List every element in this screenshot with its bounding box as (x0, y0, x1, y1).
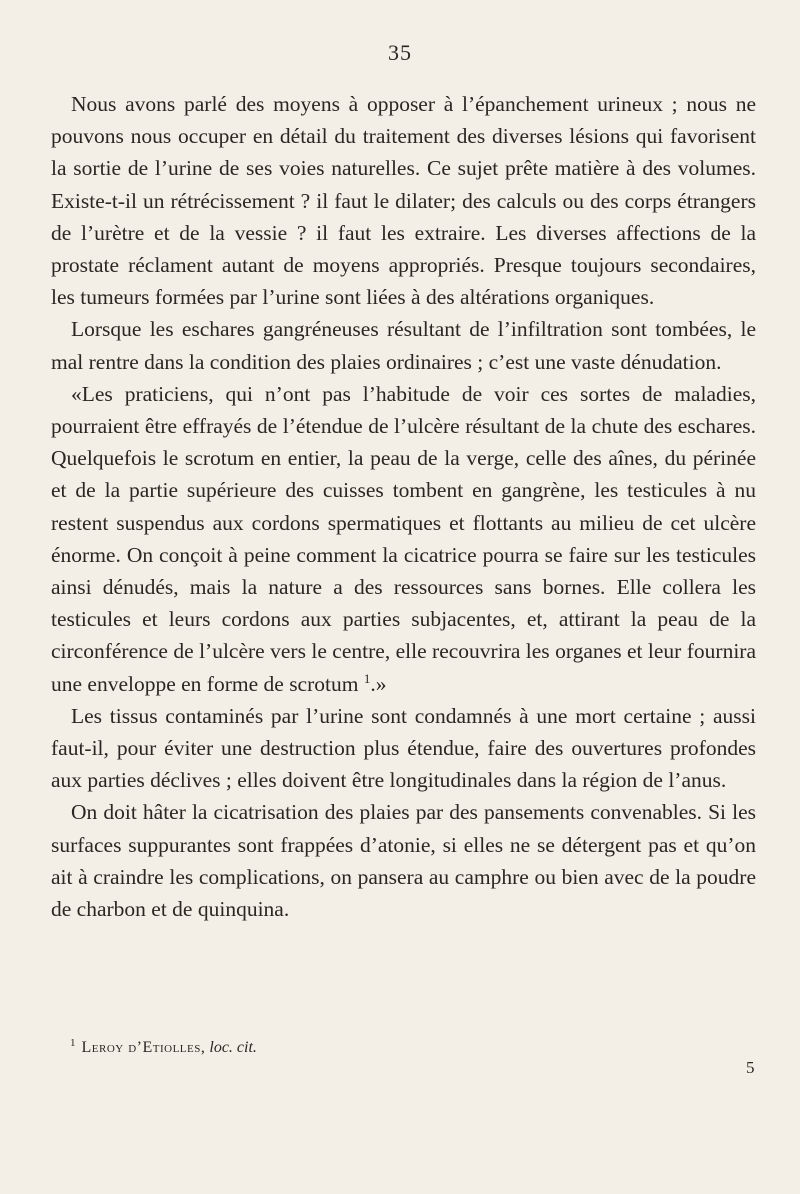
footnote-author: Leroy d’Etiolles, (81, 1039, 206, 1056)
page-number: 35 (388, 40, 412, 65)
signature-mark: 5 (746, 1058, 755, 1077)
footnote (70, 1038, 760, 1058)
paragraph: Lorsque les eschares gangréneuses résultant de l’infiltration sont tombées, le mal rentre dans la condition des plaies ordinaires ; c’est une vaste dénudation. (51, 317, 756, 374)
paragraph (51, 378, 756, 700)
footnote-number: 1 (70, 1036, 76, 1049)
paragraph: Nous avons parlé des moyens à opposer à l’épanchement urineux ; nous ne pouvons nous occuper en détail du traitement des diverses lésions qui favorisent la sortie de l’urine de ses voies naturelles. Ce sujet prête matière à des volumes. Existe-t-il un rétrécissement ? il faut le dilater; des calculs ou des corps étrangers de l’urètre et de la vessie ? il faut les extraire. Les diverses affections de la prostate réclament autant de moyens appropriés. Presque toujours secondaires, les tumeurs formées par l’urine sont liées à des altérations organiques. (51, 92, 756, 310)
paragraph: On doit hâter la cicatrisation des plaies par des pansements convenables. Si les surfaces suppurantes sont frappées d’atonie, si elles ne se détergent pas et qu’on ait à craindre les complications, on pansera au camphre ou bien avec de la poudre de charbon et de quinquina. (51, 800, 756, 922)
body-text (51, 88, 756, 925)
paragraph-tail: .» (370, 671, 387, 696)
paragraph-text: «Les praticiens, qui n’ont pas l’habitude de voir ces sortes de maladies, pourraient être effrayés de l’étendue de l’ulcère résultant de la chute des eschares. Quelquefois le scrotum en entier, la peau de la verge, celle des aînes, du périnée et de la partie supérieure des cuisses tombent en gangrène, les testicules à nu restent suspendus aux cordons spermatiques et flottants au milieu de cet ulcère énorme. On conçoit à peine comment la cicatrice pourra se faire sur les testicules ainsi dénudés, mais la nature a des ressources sans bornes. Elle collera les testicules et leurs cordons aux parties subjacentes, et, attirant la peau de la circonférence de l’ulcère vers le centre, elle recouvrira les organes et leur fournira une enveloppe en forme de scrotum (51, 381, 756, 696)
paragraph: Les tissus contaminés par l’urine sont condamnés à une mort certaine ; aussi faut-il, pour éviter une destruction plus étendue, faire des ouvertures profondes aux parties déclives ; elles doivent être longitudinales dans la région de l’anus. (51, 703, 756, 793)
footnote-reference[interactable]: 1 (363, 670, 371, 686)
footnote-reference-text: loc. cit. (209, 1039, 257, 1056)
